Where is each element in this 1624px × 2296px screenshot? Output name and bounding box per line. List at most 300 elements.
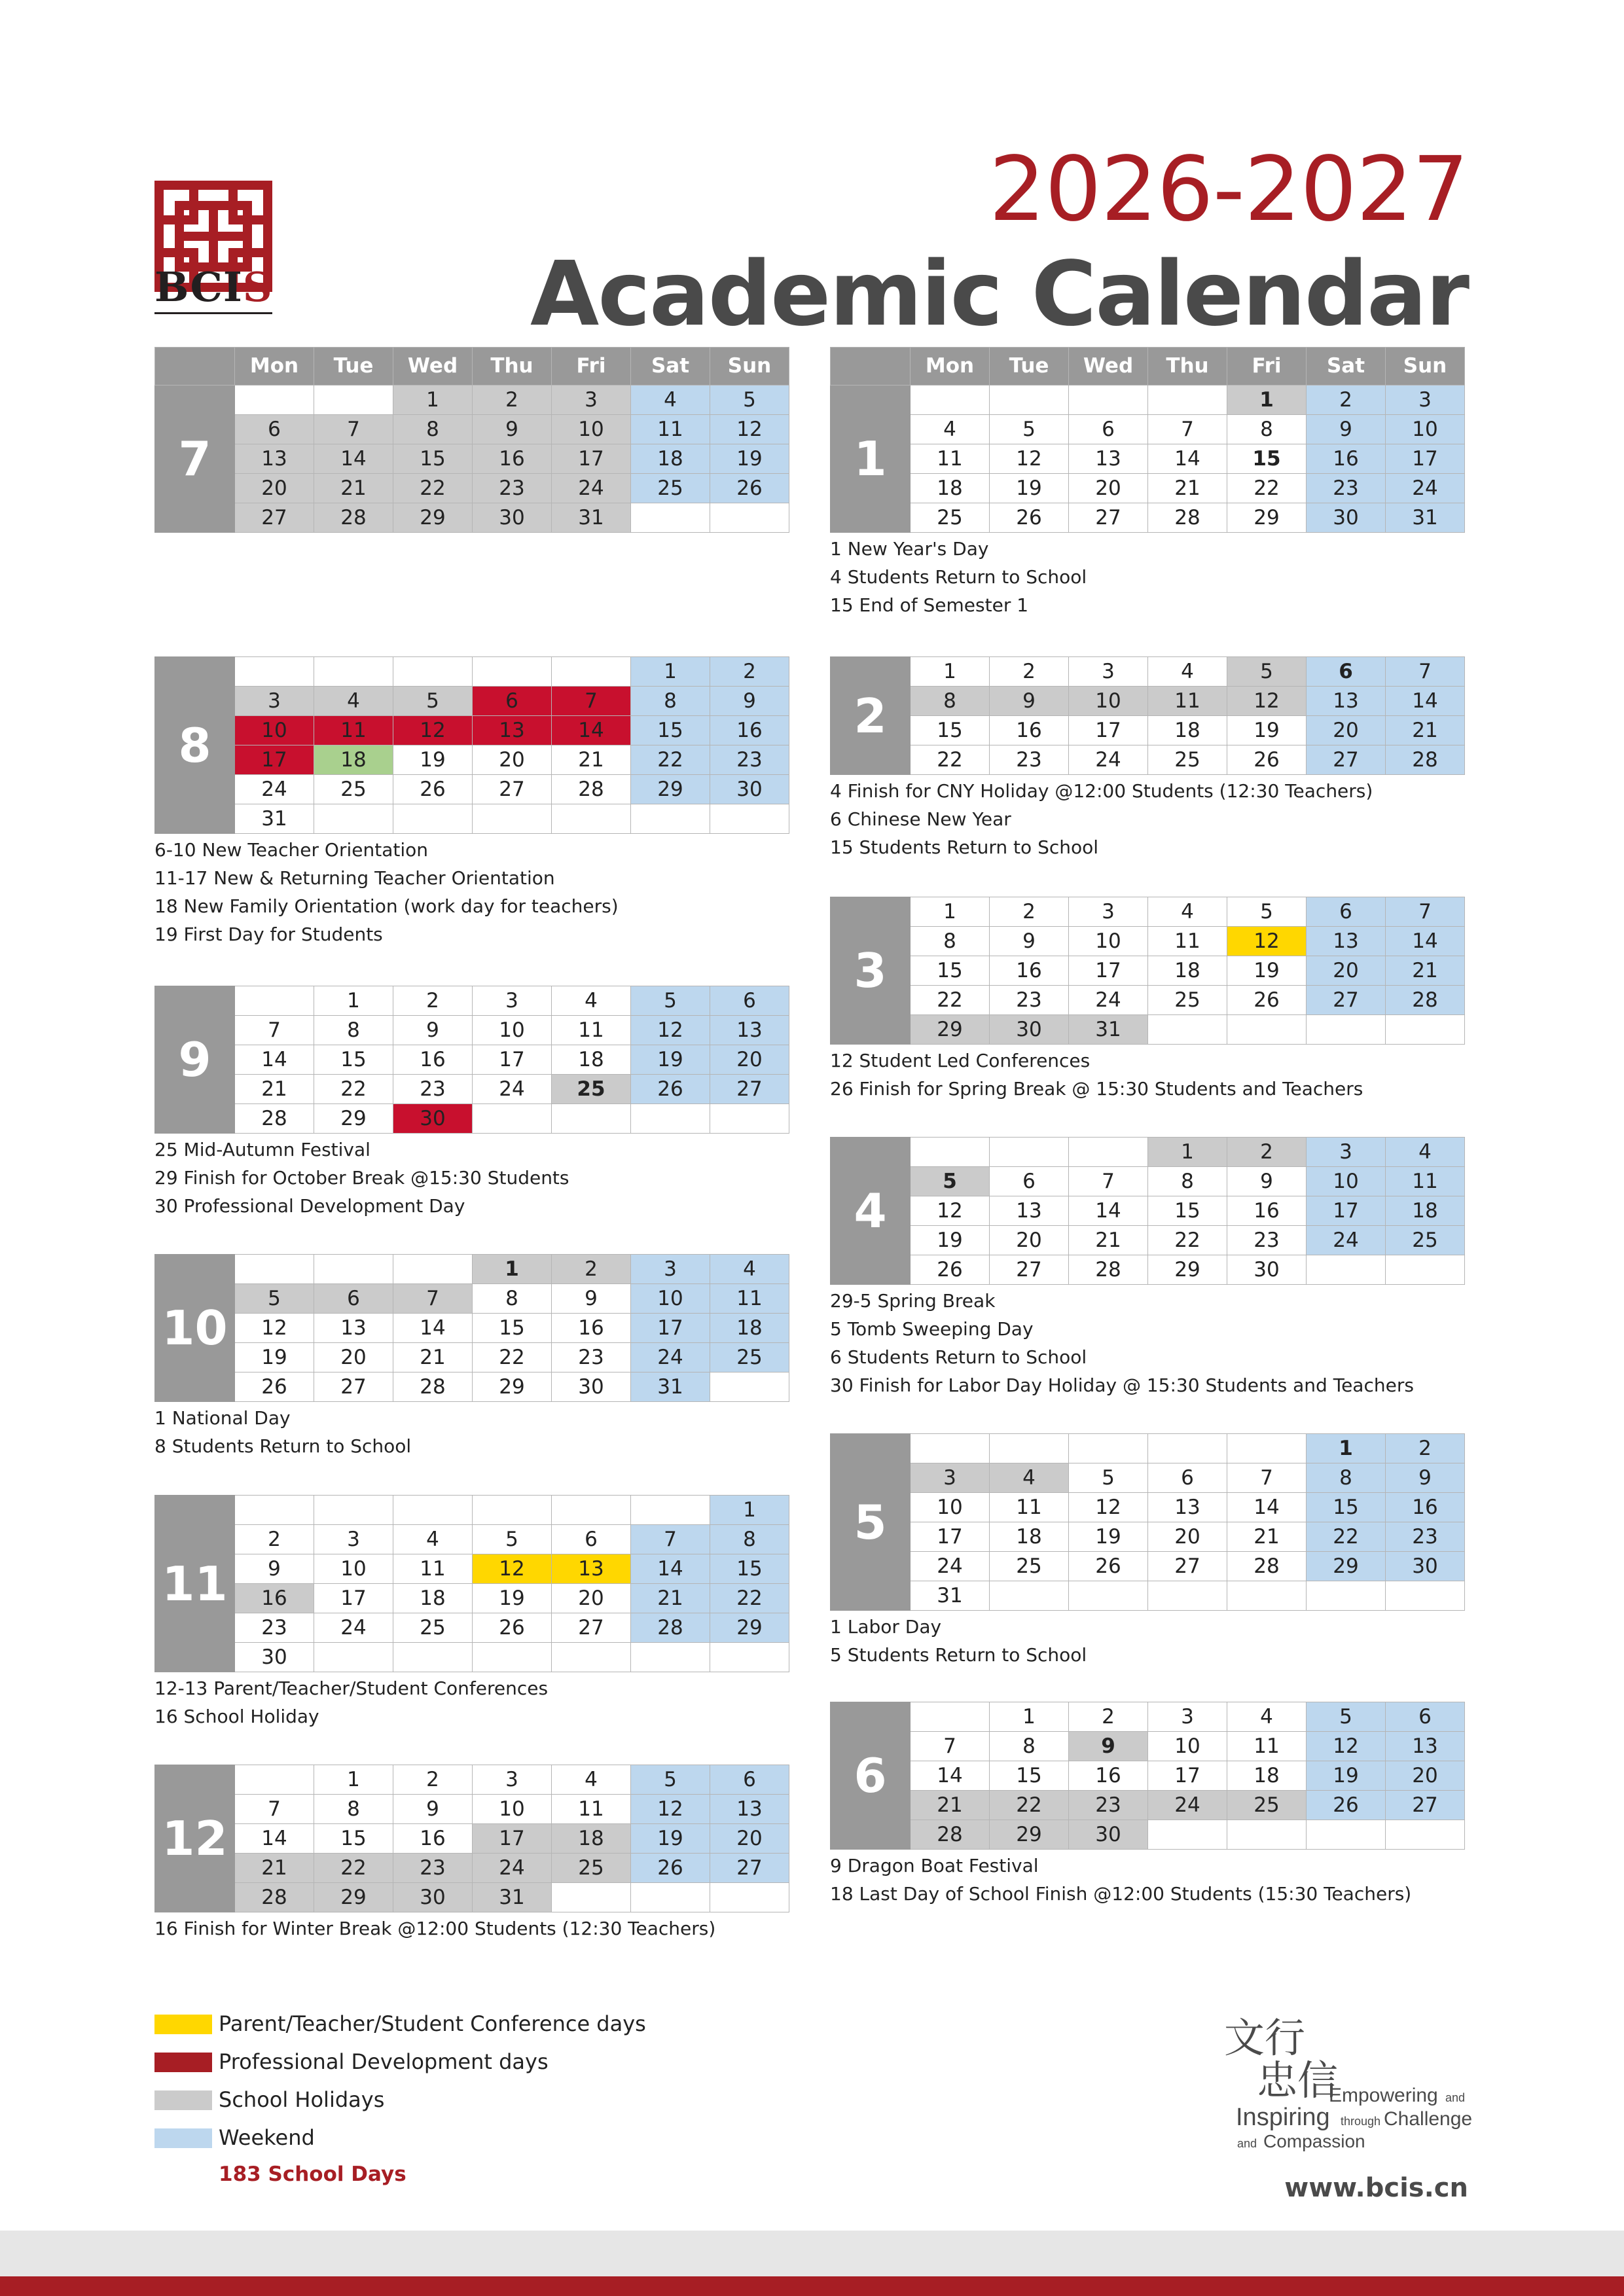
day-cell: 12 (911, 1196, 990, 1226)
day-cell: 31 (1386, 503, 1465, 533)
day-cell: 9 (710, 687, 789, 716)
month-block-9 (154, 986, 789, 1134)
day-cell: 22 (631, 745, 710, 775)
day-cell: 14 (552, 716, 631, 745)
motto-chinese-top: 文行 (1224, 2014, 1306, 2062)
note-line: 30 Finish for Labor Day Holiday @ 15:30 Students and Teachers (830, 1374, 1414, 1396)
day-cell: 13 (314, 1314, 393, 1343)
day-cell: 25 (710, 1343, 789, 1372)
day-cell: 18 (911, 474, 990, 503)
month-block-1 (830, 347, 1465, 533)
weekday-header-row (155, 348, 789, 386)
day-cell: 14 (1227, 1493, 1307, 1522)
day-cell: 19 (1307, 1761, 1386, 1791)
week-row (155, 1045, 789, 1075)
week-row (155, 415, 789, 444)
empty-day-cell (990, 1138, 1069, 1167)
day-cell: 11 (1148, 687, 1227, 716)
day-cell: 15 (911, 716, 990, 745)
day-cell: 27 (1307, 986, 1386, 1015)
day-cell: 12 (235, 1314, 314, 1343)
day-cell: 5 (235, 1284, 314, 1314)
day-cell: 26 (990, 503, 1069, 533)
day-cell: 31 (911, 1581, 990, 1611)
week-row (831, 1791, 1465, 1820)
day-cell: 30 (1307, 503, 1386, 533)
day-cell: 19 (631, 1824, 710, 1854)
day-cell: 2 (393, 1765, 473, 1795)
day-cell: 9 (473, 415, 552, 444)
note-line: 5 Students Return to School (830, 1644, 1087, 1666)
day-cell: 26 (393, 775, 473, 804)
day-cell: 10 (473, 1016, 552, 1045)
day-cell: 28 (393, 1372, 473, 1402)
motto-line3: Compassion (1263, 2131, 1365, 2151)
week-row (155, 1016, 789, 1045)
day-cell: 25 (1227, 1791, 1307, 1820)
weekday-header-tue: Tue (990, 348, 1069, 386)
month-table (154, 986, 789, 1134)
day-cell: 1 (314, 1765, 393, 1795)
day-cell: 13 (1148, 1493, 1227, 1522)
day-cell: 23 (990, 745, 1069, 775)
month-block-11 (154, 1495, 789, 1672)
day-cell: 5 (1227, 657, 1307, 687)
week-row (831, 1820, 1465, 1850)
day-cell: 18 (990, 1522, 1069, 1552)
week-row (155, 1854, 789, 1883)
empty-day-cell (631, 1883, 710, 1912)
week-row (831, 716, 1465, 745)
day-cell: 16 (1069, 1761, 1148, 1791)
day-cell: 2 (990, 657, 1069, 687)
day-cell: 1 (631, 657, 710, 687)
day-cell: 19 (990, 474, 1069, 503)
day-cell: 10 (1386, 415, 1465, 444)
day-cell: 12 (473, 1554, 552, 1584)
week-row (155, 1314, 789, 1343)
week-row (155, 1075, 789, 1104)
day-cell: 7 (314, 415, 393, 444)
empty-day-cell (552, 804, 631, 834)
empty-day-cell (710, 1883, 789, 1912)
day-cell: 21 (1386, 716, 1465, 745)
day-cell: 27 (1307, 745, 1386, 775)
day-cell: 22 (314, 1075, 393, 1104)
day-cell: 10 (1148, 1732, 1227, 1761)
day-cell: 30 (552, 1372, 631, 1402)
month-table (830, 1702, 1465, 1850)
day-cell: 5 (393, 687, 473, 716)
day-cell: 4 (990, 1463, 1069, 1493)
day-cell: 6 (473, 687, 552, 716)
day-cell: 27 (710, 1854, 789, 1883)
footer-band-red (0, 2276, 1624, 2296)
day-cell: 22 (393, 474, 473, 503)
empty-day-cell (393, 657, 473, 687)
day-cell: 15 (314, 1045, 393, 1075)
day-cell: 26 (473, 1613, 552, 1643)
day-cell: 17 (1148, 1761, 1227, 1791)
note-line: 6-10 New Teacher Orientation (154, 839, 429, 861)
day-cell: 12 (1227, 687, 1307, 716)
day-cell: 30 (1386, 1552, 1465, 1581)
calendar-year: 2026-2027 (988, 138, 1468, 242)
day-cell: 24 (1148, 1791, 1227, 1820)
empty-day-cell (631, 1643, 710, 1672)
month-table (830, 1137, 1465, 1285)
day-cell: 11 (1148, 927, 1227, 956)
day-cell: 1 (911, 657, 990, 687)
day-cell: 13 (1307, 687, 1386, 716)
week-row (155, 1343, 789, 1372)
motto-mark (1218, 2013, 1473, 2157)
legend-label: School Holidays (219, 2087, 385, 2112)
weekday-header-thu: Thu (473, 348, 552, 386)
month-table (830, 897, 1465, 1045)
day-cell: 30 (710, 775, 789, 804)
day-cell: 15 (710, 1554, 789, 1584)
day-cell: 30 (473, 503, 552, 533)
day-cell: 21 (1148, 474, 1227, 503)
day-cell: 31 (473, 1883, 552, 1912)
day-cell: 16 (235, 1584, 314, 1613)
week-row (155, 1104, 789, 1134)
day-cell: 28 (552, 775, 631, 804)
empty-day-cell (710, 1372, 789, 1402)
day-cell: 1 (1307, 1434, 1386, 1463)
month-label: 2 (831, 657, 911, 775)
week-row (831, 1434, 1465, 1463)
day-cell: 4 (1227, 1702, 1307, 1732)
note-line: 6 Chinese New Year (830, 808, 1011, 830)
day-cell: 6 (1069, 415, 1148, 444)
legend-swatch (154, 2015, 212, 2034)
month-label: 1 (831, 386, 911, 533)
day-cell: 5 (1227, 897, 1307, 927)
day-cell: 8 (631, 687, 710, 716)
week-row (831, 1196, 1465, 1226)
day-cell: 17 (473, 1824, 552, 1854)
header-corner (831, 348, 911, 386)
day-cell: 29 (1227, 503, 1307, 533)
day-cell: 30 (235, 1643, 314, 1672)
day-cell: 8 (911, 927, 990, 956)
day-cell: 8 (314, 1795, 393, 1824)
week-row (155, 1765, 789, 1795)
month-block-4 (830, 1137, 1465, 1285)
day-cell: 29 (314, 1104, 393, 1134)
day-cell: 8 (473, 1284, 552, 1314)
week-row (831, 986, 1465, 1015)
day-cell: 25 (1386, 1226, 1465, 1255)
empty-day-cell (911, 386, 990, 415)
day-cell: 4 (552, 986, 631, 1016)
day-cell: 5 (631, 1765, 710, 1795)
day-cell: 4 (631, 386, 710, 415)
day-cell: 11 (393, 1554, 473, 1584)
empty-day-cell (393, 1496, 473, 1525)
day-cell: 20 (1069, 474, 1148, 503)
empty-day-cell (710, 1643, 789, 1672)
month-table (830, 347, 1465, 533)
day-cell: 27 (990, 1255, 1069, 1285)
note-line: 29-5 Spring Break (830, 1290, 996, 1312)
month-notes-11 (154, 1674, 548, 1731)
day-cell: 12 (631, 1016, 710, 1045)
day-cell: 10 (911, 1493, 990, 1522)
note-line: 15 Students Return to School (830, 836, 1099, 858)
day-cell: 27 (552, 1613, 631, 1643)
day-cell: 31 (552, 503, 631, 533)
day-cell: 14 (911, 1761, 990, 1791)
day-cell: 3 (473, 1765, 552, 1795)
note-line: 1 National Day (154, 1407, 291, 1429)
empty-day-cell (314, 386, 393, 415)
day-cell: 26 (631, 1854, 710, 1883)
week-row (155, 1795, 789, 1824)
day-cell: 6 (314, 1284, 393, 1314)
month-block-7 (154, 347, 789, 533)
weekday-header-fri: Fri (1227, 348, 1307, 386)
note-line: 8 Students Return to School (154, 1435, 412, 1457)
header-corner (155, 348, 235, 386)
day-cell: 27 (473, 775, 552, 804)
empty-day-cell (1227, 1581, 1307, 1611)
week-row (155, 1255, 789, 1284)
week-row (155, 745, 789, 775)
week-row (155, 986, 789, 1016)
day-cell: 9 (1386, 1463, 1465, 1493)
day-cell: 12 (1069, 1493, 1148, 1522)
empty-day-cell (990, 1581, 1069, 1611)
day-cell: 31 (1069, 1015, 1148, 1045)
day-cell: 2 (552, 1255, 631, 1284)
week-row (155, 687, 789, 716)
week-row (155, 503, 789, 533)
day-cell: 25 (314, 775, 393, 804)
day-cell: 4 (710, 1255, 789, 1284)
week-row (831, 1226, 1465, 1255)
day-cell: 24 (631, 1343, 710, 1372)
day-cell: 30 (393, 1104, 473, 1134)
day-cell: 26 (631, 1075, 710, 1104)
day-cell: 28 (235, 1104, 314, 1134)
day-cell: 8 (314, 1016, 393, 1045)
day-cell: 7 (235, 1016, 314, 1045)
week-row (155, 657, 789, 687)
month-notes-2 (830, 777, 1373, 861)
day-cell: 16 (393, 1824, 473, 1854)
empty-day-cell (552, 1104, 631, 1134)
day-cell: 17 (1307, 1196, 1386, 1226)
note-line: 30 Professional Development Day (154, 1195, 465, 1217)
note-line: 6 Students Return to School (830, 1346, 1087, 1368)
day-cell: 9 (1227, 1167, 1307, 1196)
day-cell: 14 (1148, 444, 1227, 474)
day-cell: 19 (393, 745, 473, 775)
day-cell: 28 (631, 1613, 710, 1643)
week-row (831, 745, 1465, 775)
day-cell: 3 (1148, 1702, 1227, 1732)
week-row (831, 1255, 1465, 1285)
day-cell: 18 (1148, 716, 1227, 745)
day-cell: 7 (1386, 657, 1465, 687)
day-cell: 11 (552, 1016, 631, 1045)
day-cell: 26 (710, 474, 789, 503)
empty-day-cell (314, 1255, 393, 1284)
day-cell: 8 (710, 1525, 789, 1554)
day-cell: 17 (631, 1314, 710, 1343)
empty-day-cell (1148, 1581, 1227, 1611)
day-cell: 22 (1148, 1226, 1227, 1255)
day-cell: 23 (393, 1075, 473, 1104)
empty-day-cell (710, 503, 789, 533)
weekday-header-wed: Wed (393, 348, 473, 386)
day-cell: 30 (1227, 1255, 1307, 1285)
week-row (831, 503, 1465, 533)
day-cell: 16 (393, 1045, 473, 1075)
month-notes-3 (830, 1047, 1363, 1103)
day-cell: 27 (235, 503, 314, 533)
empty-day-cell (631, 1104, 710, 1134)
legend-label: Weekend (219, 2125, 315, 2150)
day-cell: 27 (1069, 503, 1148, 533)
day-cell: 15 (911, 956, 990, 986)
week-row (831, 897, 1465, 927)
day-cell: 1 (990, 1702, 1069, 1732)
day-cell: 12 (710, 415, 789, 444)
empty-day-cell (1386, 1015, 1465, 1045)
day-cell: 8 (911, 687, 990, 716)
day-cell: 8 (1307, 1463, 1386, 1493)
note-line: 25 Mid-Autumn Festival (154, 1139, 370, 1160)
week-row (831, 1493, 1465, 1522)
note-line: 29 Finish for October Break @15:30 Students (154, 1167, 569, 1189)
day-cell: 10 (1069, 687, 1148, 716)
day-cell: 1 (473, 1255, 552, 1284)
day-cell: 12 (393, 716, 473, 745)
empty-day-cell (473, 1643, 552, 1672)
day-cell: 21 (1069, 1226, 1148, 1255)
day-cell: 16 (1227, 1196, 1307, 1226)
day-cell: 21 (235, 1075, 314, 1104)
day-cell: 25 (1148, 986, 1227, 1015)
week-row (831, 1015, 1465, 1045)
day-cell: 20 (710, 1045, 789, 1075)
day-cell: 20 (552, 1584, 631, 1613)
day-cell: 10 (1307, 1167, 1386, 1196)
week-row (831, 444, 1465, 474)
day-cell: 23 (1069, 1791, 1148, 1820)
day-cell: 11 (1227, 1732, 1307, 1761)
motto-line1: Empowering (1329, 2085, 1438, 2106)
empty-day-cell (473, 1104, 552, 1134)
day-cell: 2 (235, 1525, 314, 1554)
day-cell: 13 (552, 1554, 631, 1584)
empty-day-cell (1069, 1434, 1148, 1463)
day-cell: 19 (1227, 956, 1307, 986)
day-cell: 2 (393, 986, 473, 1016)
week-row (155, 1525, 789, 1554)
day-cell: 6 (552, 1525, 631, 1554)
day-cell: 11 (552, 1795, 631, 1824)
day-cell: 17 (235, 745, 314, 775)
week-row (155, 1584, 789, 1613)
day-cell: 7 (1227, 1463, 1307, 1493)
motto-line2-small: through (1341, 2115, 1381, 2128)
empty-day-cell (911, 1138, 990, 1167)
empty-day-cell (1069, 1581, 1148, 1611)
note-line: 19 First Day for Students (154, 924, 383, 945)
day-cell: 21 (1386, 956, 1465, 986)
empty-day-cell (235, 1765, 314, 1795)
empty-day-cell (990, 386, 1069, 415)
day-cell: 5 (473, 1525, 552, 1554)
day-cell: 3 (314, 1525, 393, 1554)
weekday-header-fri: Fri (552, 348, 631, 386)
day-cell: 13 (473, 716, 552, 745)
day-cell: 6 (710, 986, 789, 1016)
month-block-12 (154, 1765, 789, 1912)
week-row (155, 775, 789, 804)
empty-day-cell (1307, 1255, 1386, 1285)
day-cell: 4 (314, 687, 393, 716)
empty-day-cell (552, 1643, 631, 1672)
weekday-header-row (831, 348, 1465, 386)
day-cell: 13 (710, 1016, 789, 1045)
note-line: 12-13 Parent/Teacher/Student Conferences (154, 1677, 549, 1699)
day-cell: 3 (235, 687, 314, 716)
day-cell: 16 (1307, 444, 1386, 474)
day-cell: 21 (911, 1791, 990, 1820)
month-table (154, 656, 789, 834)
empty-day-cell (552, 1883, 631, 1912)
day-cell: 8 (990, 1732, 1069, 1761)
day-cell: 13 (710, 1795, 789, 1824)
footer-band-grey (0, 2231, 1624, 2276)
day-cell: 24 (314, 1613, 393, 1643)
empty-day-cell (1386, 1820, 1465, 1850)
empty-day-cell (314, 1496, 393, 1525)
day-cell: 9 (235, 1554, 314, 1584)
day-cell: 21 (631, 1584, 710, 1613)
day-cell: 6 (710, 1765, 789, 1795)
day-cell: 29 (1148, 1255, 1227, 1285)
day-cell: 28 (235, 1883, 314, 1912)
empty-day-cell (552, 1496, 631, 1525)
day-cell: 9 (552, 1284, 631, 1314)
day-cell: 18 (710, 1314, 789, 1343)
month-block-8 (154, 656, 789, 834)
day-cell: 15 (1307, 1493, 1386, 1522)
empty-day-cell (1069, 386, 1148, 415)
day-cell: 30 (393, 1883, 473, 1912)
day-cell: 25 (990, 1552, 1069, 1581)
week-row (831, 1732, 1465, 1761)
day-cell: 11 (710, 1284, 789, 1314)
day-cell: 21 (1227, 1522, 1307, 1552)
day-cell: 17 (1069, 956, 1148, 986)
note-line: 5 Tomb Sweeping Day (830, 1318, 1034, 1340)
empty-day-cell (911, 1702, 990, 1732)
day-cell: 26 (911, 1255, 990, 1285)
month-notes-4 (830, 1287, 1414, 1399)
day-cell: 6 (1386, 1702, 1465, 1732)
day-cell: 15 (1227, 444, 1307, 474)
empty-day-cell (631, 503, 710, 533)
week-row (831, 1138, 1465, 1167)
